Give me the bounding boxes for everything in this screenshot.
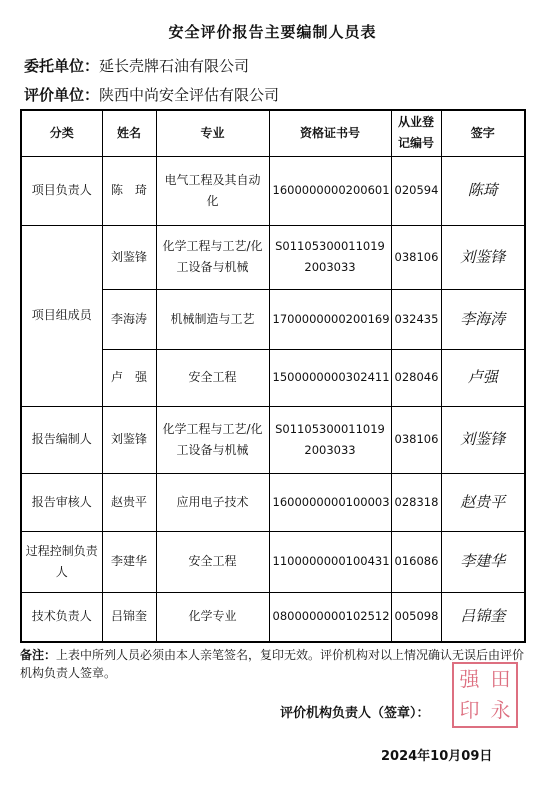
header-name: 姓名 bbox=[102, 110, 156, 156]
staff-table bbox=[20, 109, 526, 643]
cert-no-cell: S011053000110192003033 bbox=[269, 406, 391, 473]
table-header-row bbox=[21, 110, 525, 156]
category-cell: 报告审核人 bbox=[21, 473, 102, 531]
table-row bbox=[21, 531, 525, 592]
major-cell: 化学专业 bbox=[156, 592, 269, 642]
category-cell: 报告编制人 bbox=[21, 406, 102, 473]
cert-no-cell: 1100000000100431 bbox=[269, 531, 391, 592]
category-cell: 过程控制负责人 bbox=[21, 531, 102, 592]
reg-no-cell: 028046 bbox=[391, 349, 441, 406]
footnote bbox=[20, 646, 525, 682]
document-date: 2024年10月09日 bbox=[381, 749, 493, 764]
major-cell: 化学工程与工艺/化工设备与机械 bbox=[156, 225, 269, 289]
seal-char: 印 bbox=[459, 698, 480, 722]
signature-cell: 李建华 bbox=[441, 531, 525, 592]
name-cell: 刘鉴锋 bbox=[102, 225, 156, 289]
signature-cell: 李海涛 bbox=[441, 289, 525, 349]
client-unit-label: 委托单位： bbox=[24, 57, 100, 75]
evaluation-unit-row bbox=[24, 84, 279, 105]
header-category: 分类 bbox=[21, 110, 102, 156]
seal-char: 永 bbox=[490, 698, 511, 722]
reg-no-cell: 028318 bbox=[391, 473, 441, 531]
cert-no-cell: 1700000000200169 bbox=[269, 289, 391, 349]
cert-no-cell: S011053000110192003033 bbox=[269, 225, 391, 289]
header-cert-no: 资格证书号 bbox=[269, 110, 391, 156]
evaluation-unit-label: 评价单位： bbox=[24, 86, 100, 104]
cert-no-cell: 1600000000200601 bbox=[269, 156, 391, 225]
header-signature: 签字 bbox=[441, 110, 525, 156]
name-cell: 赵贵平 bbox=[102, 473, 156, 531]
name-cell: 吕锦奎 bbox=[102, 592, 156, 642]
table-row bbox=[21, 225, 525, 289]
header-reg-no: 从业登记编号 bbox=[391, 110, 441, 156]
evaluation-unit-value: 陕西中尚安全评估有限公司 bbox=[99, 86, 280, 104]
client-unit-value: 延长壳牌石油有限公司 bbox=[99, 57, 250, 75]
table-row bbox=[21, 156, 525, 225]
page-title: 安全评价报告主要编制人员表 bbox=[168, 23, 377, 41]
major-cell: 电气工程及其自动化 bbox=[156, 156, 269, 225]
major-cell: 机械制造与工艺 bbox=[156, 289, 269, 349]
table-row bbox=[21, 406, 525, 473]
seal-char: 田 bbox=[490, 667, 511, 691]
name-cell: 陈 琦 bbox=[102, 156, 156, 225]
official-seal bbox=[452, 662, 518, 728]
signature-cell: 刘鉴锋 bbox=[441, 406, 525, 473]
header-major: 专业 bbox=[156, 110, 269, 156]
signature-cell: 刘鉴锋 bbox=[441, 225, 525, 289]
cert-no-cell: 0800000000102512 bbox=[269, 592, 391, 642]
name-cell: 刘鉴锋 bbox=[102, 406, 156, 473]
reg-no-cell: 038106 bbox=[391, 406, 441, 473]
table-row bbox=[21, 473, 525, 531]
reg-no-cell: 020594 bbox=[391, 156, 441, 225]
table-row bbox=[21, 592, 525, 642]
signature-cell: 吕锦奎 bbox=[441, 592, 525, 642]
cert-no-cell: 1600000000100003 bbox=[269, 473, 391, 531]
signature-cell: 赵贵平 bbox=[441, 473, 525, 531]
footnote-label: 备注： bbox=[20, 648, 57, 662]
client-unit-row bbox=[24, 55, 249, 76]
name-cell: 卢 强 bbox=[102, 349, 156, 406]
major-cell: 应用电子技术 bbox=[156, 473, 269, 531]
reg-no-cell: 038106 bbox=[391, 225, 441, 289]
name-cell: 李建华 bbox=[102, 531, 156, 592]
reg-no-cell: 016086 bbox=[391, 531, 441, 592]
footnote-text: 上表中所列人员必须由本人亲笔签名，复印无效。评价机构对以上情况确认无误后由评价机构负责人签章。 bbox=[20, 648, 525, 680]
reg-no-cell: 032435 bbox=[391, 289, 441, 349]
major-cell: 安全工程 bbox=[156, 531, 269, 592]
name-cell: 李海涛 bbox=[102, 289, 156, 349]
category-cell: 项目组成员 bbox=[21, 225, 102, 406]
seal-char: 强 bbox=[459, 667, 480, 691]
category-cell: 技术负责人 bbox=[21, 592, 102, 642]
institution-head-signature-label: 评价机构负责人（签章）： bbox=[280, 706, 430, 721]
reg-no-cell: 005098 bbox=[391, 592, 441, 642]
cert-no-cell: 1500000000302411 bbox=[269, 349, 391, 406]
major-cell: 安全工程 bbox=[156, 349, 269, 406]
major-cell: 化学工程与工艺/化工设备与机械 bbox=[156, 406, 269, 473]
signature-cell: 卢强 bbox=[441, 349, 525, 406]
category-cell: 项目负责人 bbox=[21, 156, 102, 225]
signature-cell: 陈琦 bbox=[441, 156, 525, 225]
